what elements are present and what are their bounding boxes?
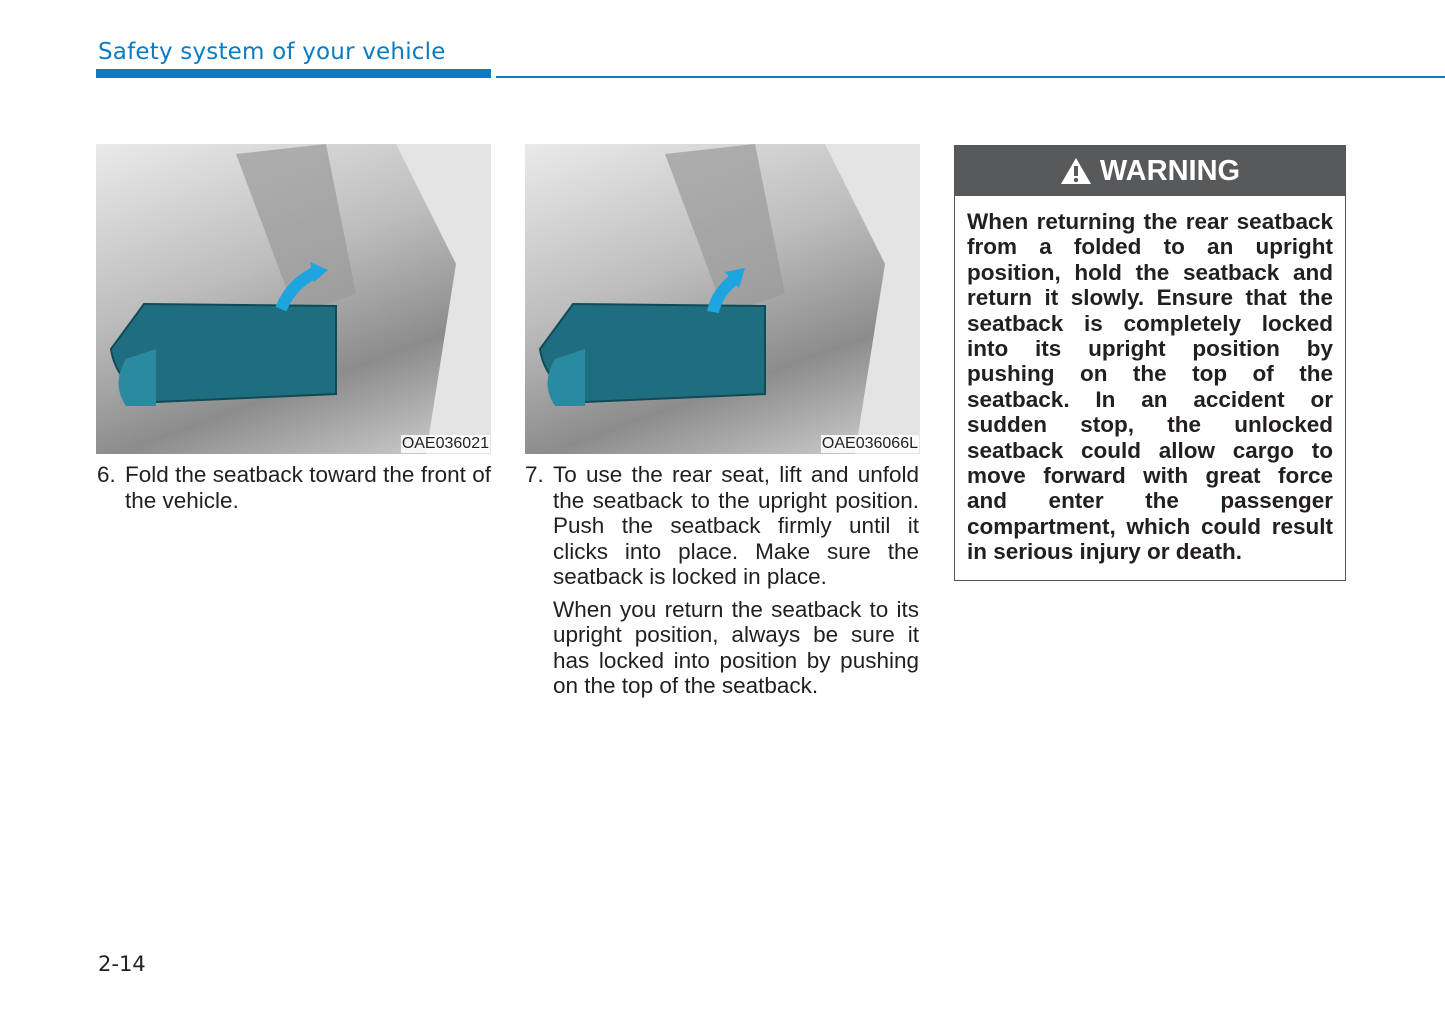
- step-6: [97, 462, 491, 513]
- figure-code: OAE036021: [401, 435, 489, 452]
- step-note: When you return the seatback to its upright position, always be sure it has locked into position by pushing on the top of the seatback.: [553, 596, 919, 698]
- header-accent-bar: [96, 69, 491, 78]
- figure-fold-seatback: [96, 144, 491, 454]
- step-number: 7.: [525, 462, 544, 487]
- warning-text: When returning the rear seatback from a folded to an upright position, hold the seatback and return it slowly. Ensure that the seatback is completely locked into its upright position by pushing on the top of the seatback. In an accident or sudden stop, the unlocked seatback could allow cargo to move forward with great force and enter the passenger compartment, which could result in serious injury or death.: [967, 209, 1333, 565]
- seat-illustration: [96, 144, 491, 454]
- warning-box: [954, 145, 1346, 581]
- step-text: To use the rear seat, lift and unfold the seatback to the upright position. Push the seatback firmly until it clicks into place. Make sure the seatback is locked in place.: [553, 462, 919, 589]
- step-7: [525, 462, 919, 699]
- warning-triangle-icon: [1060, 157, 1092, 185]
- warning-title: WARNING: [1099, 154, 1241, 187]
- section-title: Safety system of your vehicle: [98, 39, 446, 65]
- figure-code: OAE036066L: [821, 435, 918, 452]
- warning-header: [955, 146, 1345, 196]
- figure-unfold-seatback: [525, 144, 920, 454]
- seat-illustration: [525, 144, 920, 454]
- page-number: 2-14: [98, 952, 146, 976]
- header-rule: [496, 76, 1445, 78]
- step-text: Fold the seatback toward the front of the vehicle.: [125, 462, 491, 513]
- step-number: 6.: [97, 462, 116, 487]
